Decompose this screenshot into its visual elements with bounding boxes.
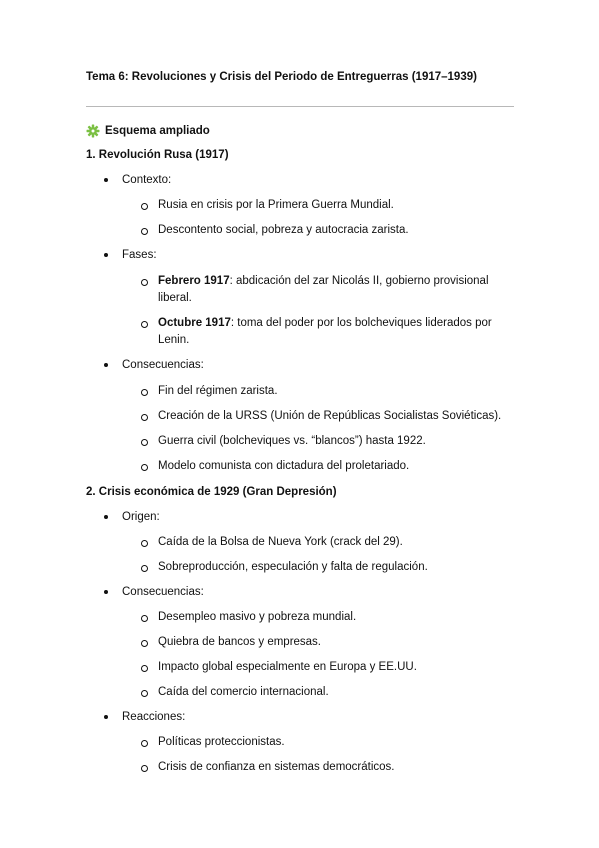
sub-list-item-text: Sobreproducción, especulación y falta de regulación. (158, 561, 428, 573)
subheading-text: Esquema ampliado (105, 125, 210, 137)
list-item-label: Origen: (122, 511, 160, 523)
sub-list-item-text (158, 273, 498, 307)
circle-bullet-icon (141, 414, 148, 421)
list-item-label: Consecuencias: (122, 586, 204, 598)
circle-bullet-icon (141, 464, 148, 471)
sub-list-item-text (158, 315, 498, 349)
sub-list-item-text: Caída del comercio internacional. (158, 686, 329, 698)
list-item (104, 359, 204, 371)
sub-list-item-text: Creación de la URSS (Unión de Repúblicas Socialistas Soviéticas). (158, 410, 502, 422)
circle-bullet-icon (141, 321, 148, 328)
list-item-label: Consecuencias: (122, 359, 204, 371)
sub-list-item-text: Quiebra de bancos y empresas. (158, 636, 322, 648)
sub-list-item (141, 734, 498, 751)
sub-list-item (141, 273, 498, 307)
circle-bullet-icon (141, 228, 148, 235)
list-item (104, 711, 185, 723)
horizontal-divider (86, 106, 514, 107)
sub-list-item (141, 197, 498, 214)
sub-list-item (141, 408, 518, 425)
circle-bullet-icon (141, 765, 148, 772)
sub-list-item (141, 609, 498, 626)
sub-list-item (141, 433, 498, 450)
circle-bullet-icon (141, 203, 148, 210)
circle-bullet-icon (141, 439, 148, 446)
sub-list-item-text: Crisis de confianza en sistemas democráticos. (158, 761, 395, 773)
circle-bullet-icon (141, 389, 148, 396)
list-item (104, 511, 160, 523)
sub-list-item-text: Modelo comunista con dictadura del proletariado. (158, 460, 410, 472)
sub-list-item (141, 315, 498, 349)
list-item-label: Contexto: (122, 174, 172, 186)
sub-list-item (141, 222, 498, 239)
document-title: Tema 6: Revoluciones y Crisis del Periodo de Entreguerras (1917–1939) (86, 71, 477, 83)
list-item-label: Fases: (122, 249, 157, 261)
bullet-icon (104, 363, 108, 367)
circle-bullet-icon (141, 640, 148, 647)
sub-list-item-text: Guerra civil (bolcheviques vs. “blancos”) hasta 1922. (158, 435, 426, 447)
gear-icon (86, 124, 100, 138)
sub-list-item-text: Impacto global especialmente en Europa y EE.UU. (158, 661, 417, 673)
emphasis-date: Octubre 1917 (158, 317, 231, 329)
bullet-icon (104, 253, 108, 257)
circle-bullet-icon (141, 690, 148, 697)
sub-list-item-text: Políticas proteccionistas. (158, 736, 285, 748)
bullet-icon (104, 178, 108, 182)
sub-list-item-text: Descontento social, pobreza y autocracia zarista. (158, 224, 409, 236)
circle-bullet-icon (141, 540, 148, 547)
subheading (86, 124, 210, 138)
sub-list-item-text: Desempleo masivo y pobreza mundial. (158, 611, 357, 623)
circle-bullet-icon (141, 665, 148, 672)
bullet-icon (104, 515, 108, 519)
list-item (104, 249, 157, 261)
sub-list-item (141, 759, 498, 776)
bullet-icon (104, 590, 108, 594)
emphasis-date: Febrero 1917 (158, 275, 230, 287)
sub-list-item-rest: : toma del poder por los bolcheviques liderados por Lenin. (158, 317, 492, 346)
list-item (104, 174, 171, 186)
list-item (104, 586, 204, 598)
sub-list-item (141, 383, 498, 400)
sub-list-item-text: Rusia en crisis por la Primera Guerra Mundial. (158, 199, 394, 211)
sub-list-item (141, 634, 498, 651)
sub-list-item (141, 684, 498, 701)
sub-list-item (141, 659, 498, 676)
sub-list-item-rest: : abdicación del zar Nicolás II, gobierno provisional liberal. (158, 275, 489, 304)
sub-list-item-text: Caída de la Bolsa de Nueva York (crack del 29). (158, 536, 403, 548)
sub-list-item-text: Fin del régimen zarista. (158, 385, 278, 397)
section-heading: 2. Crisis económica de 1929 (Gran Depresión) (86, 486, 337, 498)
list-item-label: Reacciones: (122, 711, 186, 723)
circle-bullet-icon (141, 740, 148, 747)
sub-list-item (141, 534, 498, 551)
section-heading: 1. Revolución Rusa (1917) (86, 149, 229, 161)
sub-list-item (141, 458, 498, 475)
circle-bullet-icon (141, 279, 148, 286)
sub-list-item (141, 559, 498, 576)
circle-bullet-icon (141, 615, 148, 622)
bullet-icon (104, 715, 108, 719)
circle-bullet-icon (141, 565, 148, 572)
